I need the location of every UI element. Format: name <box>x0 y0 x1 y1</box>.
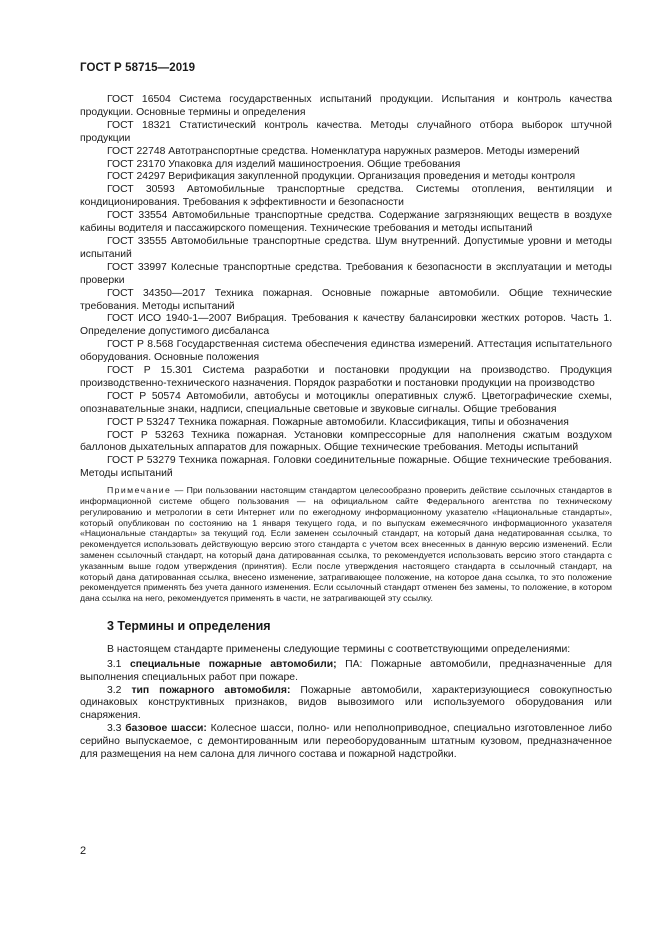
note-text: — При пользовании настоящим стандартом целесообразно проверить действие ссылочных стандартов в информационной системе общего пользования — на официальном сайте Федерального агентства по техническому регулированию и метрологии в сети Интернет или по ежегодному информационному указателю «Национальные стандарты», который опубликован по состоянию на 1 января текущего года, и по выпускам ежемесячного информационного указателя «Национальные стандарты» за текущий год. Если заменен ссылочный стандарт, на который дана недатированная ссылка, то рекомендуется использовать действующую версию этого стандарта с учетом всех внесенных в данную версию изменений. Если заменен ссылочный стандарт, на который дана датированная ссылка, то рекомендуется использовать версию этого стандарта с указанным выше годом утверждения (принятия). Если после утверждения настоящего стандарта в ссылочный стандарт, на который дана датированная ссылка, внесено изменение, затрагивающее положение, на которое дана ссылка, то это положение рекомендуется применять без учета данного изменения. Если ссылочный стандарт отменен без замены, то положение, в котором дана ссылка на него, рекомендуется применять в части, не затрагивающей эту ссылку. <box>80 485 612 604</box>
term-definition: Колесное шасси, полно- или неполноприводное, специально изготовленное либо серийно выпускаемое, с демонтированным или переоборудованным штатным кузовом, предназначенное для размещения на нем салона для личного состава и пожарной надстройки. <box>80 723 613 761</box>
term-number: 3.1 <box>107 658 122 670</box>
section-title: 3 Термины и определения <box>107 618 271 633</box>
term-name: тип пожарного автомобиля: <box>131 684 291 696</box>
document-header: ГОСТ Р 58715—2019 <box>80 62 196 74</box>
reference-item: ГОСТ 33997 Колесные транспортные средства. Требования к безопасности в эксплуатации и методы проверки <box>80 261 612 286</box>
reference-item: ГОСТ 34350—2017 Техника пожарная. Основные пожарные автомобили. Общие технические требования. Методы испытаний <box>80 287 612 312</box>
page-number: 2 <box>80 845 87 857</box>
section-intro: В настоящем стандарте применены следующие термины с соответствующими определениями: <box>107 643 571 655</box>
page-content <box>80 94 612 762</box>
term-name: базовое шасси: <box>125 723 207 735</box>
note-label: Примечание <box>107 485 172 496</box>
reference-item: ГОСТ 23170 Упаковка для изделий машиностроения. Общие требования <box>107 158 461 170</box>
reference-item: ГОСТ Р 50574 Автомобили, автобусы и мотоциклы оперативных служб. Цветографические схемы, опознавательные знаки, надписи, специальные световые и звуковые сигналы. Общие требования <box>80 390 612 415</box>
term-item <box>80 659 612 685</box>
reference-item: ГОСТ Р 53263 Техника пожарная. Установки компрессорные для наполнения сжатым воздухом баллонов дыхательных аппаратов для пожарных. Общие технические требования. Методы испытаний <box>80 429 612 454</box>
reference-item: ГОСТ 33554 Автомобильные транспортные средства. Содержание загрязняющих веществ в воздухе кабины водителя и пассажирского помещения. Технические требования и методы испытаний <box>80 210 612 235</box>
reference-item: ГОСТ ИСО 1940-1—2007 Вибрация. Требования к качеству балансировки жестких роторов. Часть 1. Определение допустимого дисбаланса <box>80 313 612 338</box>
note-paragraph <box>80 485 612 604</box>
term-item <box>80 685 612 724</box>
reference-item: ГОСТ 24297 Верификация закупленной продукции. Организация проведения и методы контроля <box>107 171 576 183</box>
term-name: специальные пожарные автомобили; <box>129 658 337 670</box>
normative-references-list <box>80 94 612 481</box>
reference-item: ГОСТ 18321 Статистический контроль качества. Методы случайного отбора выборок штучной продукции <box>80 119 612 144</box>
term-item <box>80 723 612 762</box>
reference-item: ГОСТ 16504 Система государственных испытаний продукции. Испытания и контроль качества продукции. Основные термины и определения <box>80 94 612 118</box>
reference-item: ГОСТ Р 8.568 Государственная система обеспечения единства измерений. Аттестация испытательного оборудования. Основные положения <box>80 339 612 364</box>
reference-item: ГОСТ Р 15.301 Система разработки и постановки продукции на производство. Продукция производственно-технического назначения. Порядок разработки и постановки продукции на производство <box>80 365 612 389</box>
term-number: 3.2 <box>107 684 122 696</box>
reference-item: ГОСТ 30593 Автомобильные транспортные средства. Системы отопления, вентиляции и кондиционирования. Требования к эффективности и безопасности <box>80 184 612 209</box>
reference-item: ГОСТ Р 53247 Техника пожарная. Пожарные автомобили. Классификация, типы и обозначения <box>107 416 569 428</box>
reference-item: ГОСТ 33555 Автомобильные транспортные средства. Шум внутренний. Допустимые уровни и методы испытаний <box>80 235 612 260</box>
reference-item: ГОСТ 22748 Автотранспортные средства. Номенклатура наружных размеров. Методы измерений <box>107 145 580 157</box>
term-definition: ПА: Пожарные автомобили, предназначенные для выполнения специальных работ при пожаре. <box>80 658 613 683</box>
term-definition: Пожарные автомобили, характеризующиеся совокупностью одинаковых конструктивных признаков, видов вывозимого или используемого оборудования или снаряжения. <box>80 684 613 722</box>
terms-list <box>80 644 612 762</box>
term-number: 3.3 <box>107 723 122 735</box>
note-block <box>80 485 612 604</box>
reference-item: ГОСТ Р 53279 Техника пожарная. Головки соединительные пожарные. Общие технические требования. Методы испытаний <box>80 455 612 480</box>
